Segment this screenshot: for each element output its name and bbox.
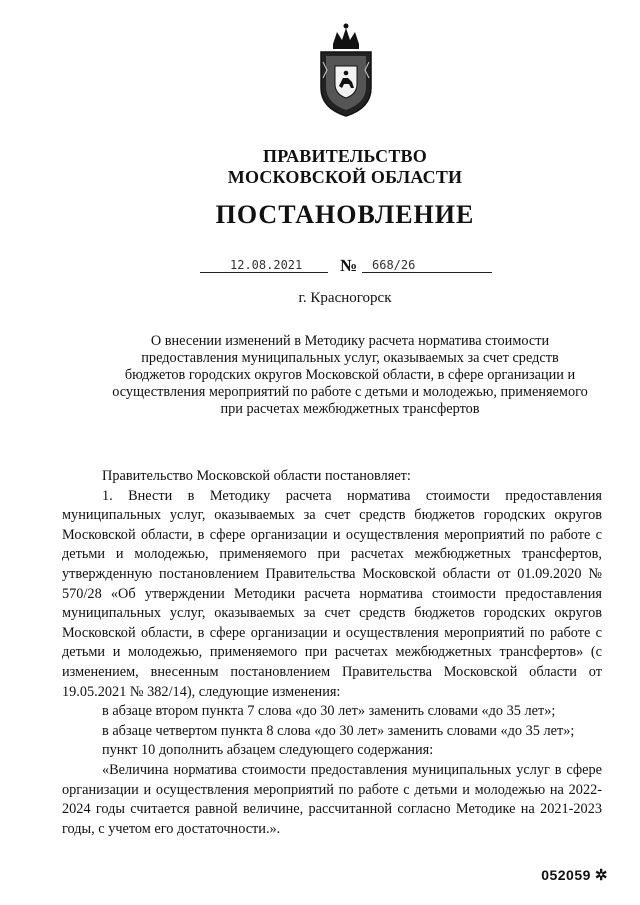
serial-number: 052059 <box>541 867 591 883</box>
body-paragraph-3: в абзаце четвертом пункта 8 слова «до 30 лет» заменить словами «до 35 лет»; <box>102 722 575 739</box>
document-subject: О внесении изменений в Методику расчета норматива стоимости предоставления муниципальных услуг, оказываемых за счет средств бюджетов городских округов Московской области, в сфере организации и осуществления мероприятий по работе с детьми и молодежью, применяемого при расчетах межбюджетных трансфертов <box>112 333 588 417</box>
city-line: г. Красногорск <box>298 290 392 306</box>
document-body <box>62 467 602 839</box>
government-title-line1: ПРАВИТЕЛЬСТВО <box>263 146 427 166</box>
date-number-line <box>200 256 500 278</box>
body-paragraph-4: пункт 10 дополнить абзацем следующего содержания: <box>102 742 434 759</box>
asterisk-mark-icon: ✲ <box>594 867 608 884</box>
document-date: 12.08.2021 <box>230 258 303 272</box>
body-intro: Правительство Московской области постановляет: <box>102 468 411 484</box>
date-underline <box>200 272 328 273</box>
number-sign: № <box>340 256 358 275</box>
government-title-line2: МОСКОВСКОЙ ОБЛАСТИ <box>227 167 463 187</box>
body-paragraph-2: в абзаце втором пункта 7 слова «до 30 лет» заменить словами «до 35 лет»; <box>102 703 556 720</box>
document-number: 668/26 <box>372 258 416 272</box>
document-type-title: ПОСТАНОВЛЕНИЕ <box>215 200 475 229</box>
body-paragraph-5: «Величина норматива стоимости предоставления муниципальных услуг в сфере организации и осуществления мероприятий по работе с детьми и молодежью на 2022-2024 годы считается равной величине, рассчитанной согласно Методике на 2021-2023 годы, с учетом его достаточности.». <box>62 761 602 837</box>
number-underline <box>362 272 492 273</box>
coat-of-arms-icon <box>315 22 377 118</box>
body-paragraph-1: 1. Внести в Методику расчета норматива стоимости предоставления муниципальных услуг, оказываемых за счет средств бюджетов городских округов Московской области, в сфере организации и осуществления мероприятий по работе с детьми и молодежью, применяемого при расчетах межбюджетных трансфертов, утвержденную постановлением Правительства Московской области от 01.09.2020 № 570/28 «Об утверждении Методики расчета норматива стоимости предоставления муниципальных услуг, оказываемых за счет средств бюджетов городских округов Московской области, в сфере организации и осуществления мероприятий по работе с детьми и молодежью, применяемого при расчетах межбюджетных трансфертов» (с изменением, внесенным постановлением Правительства Московской области от 19.05.2021 № 382/14), следующие изменения: <box>62 487 602 700</box>
footer-serial <box>541 866 608 884</box>
